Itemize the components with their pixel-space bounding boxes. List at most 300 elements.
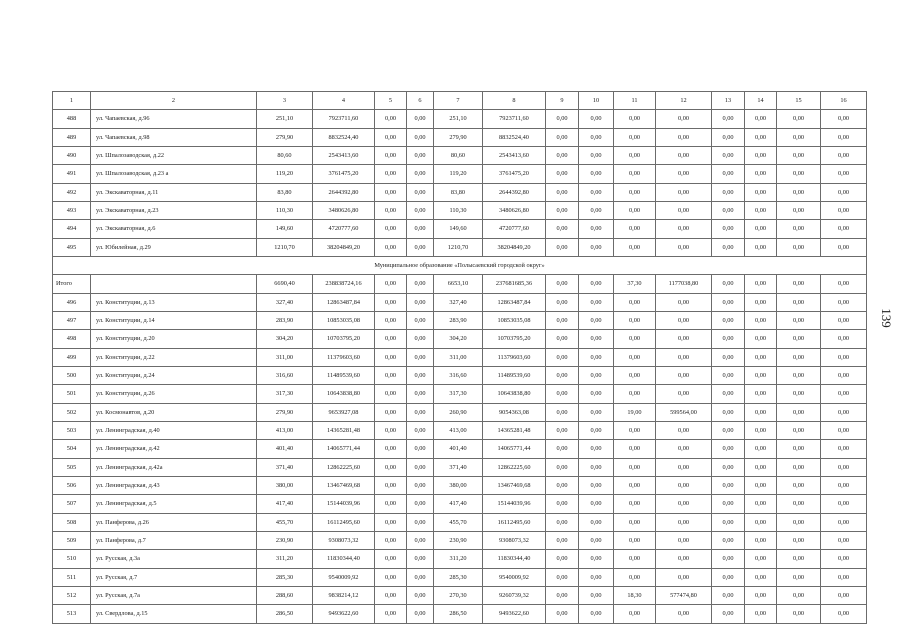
table-cell: 0,00 [821,513,867,531]
table-cell: 489 [53,128,91,146]
table-cell: 496 [53,293,91,311]
table-cell: 0,00 [407,495,434,513]
table-cell: 0,00 [614,146,656,164]
table-cell: 9 [546,92,579,110]
table-cell: 401,40 [257,440,313,458]
table-cell: 0,00 [777,421,821,439]
table-cell: 0,00 [777,311,821,329]
table-cell: 0,00 [777,605,821,623]
table-cell: 0,00 [712,293,745,311]
table-cell: 13467469,68 [483,476,546,494]
table-cell: 80,60 [434,146,483,164]
table-cell: 0,00 [745,385,777,403]
table-cell: 270,30 [434,586,483,604]
table-cell: 0,00 [712,476,745,494]
table-cell: 4720777,60 [313,220,375,238]
table-cell: 15144039,96 [483,495,546,513]
table-cell: 3761475,20 [483,165,546,183]
table-cell: 0,00 [821,440,867,458]
table-cell: 1210,70 [257,238,313,256]
table-cell: 12862225,60 [313,458,375,476]
table-cell: 0,00 [375,110,407,128]
table-cell: 0,00 [407,183,434,201]
table-cell: 1177038,80 [656,275,712,293]
table-cell: 413,00 [434,421,483,439]
table-cell: 0,00 [821,330,867,348]
table-cell: 0,00 [375,421,407,439]
table-cell: 6690,40 [257,275,313,293]
table-cell: 110,30 [434,201,483,219]
table-cell: 2644392,80 [483,183,546,201]
table-cell: 0,00 [407,403,434,421]
section-title: Муниципальное образование «Полысаевский городской округ» [53,256,867,274]
table-cell: 11379603,60 [483,348,546,366]
table-cell: 9540009,92 [313,568,375,586]
table-cell: 0,00 [579,550,614,568]
table-cell: 504 [53,440,91,458]
table-cell: 0,00 [579,403,614,421]
table-cell: 13 [712,92,745,110]
table-cell: 0,00 [407,238,434,256]
table-cell: 0,00 [656,385,712,403]
table-cell: 0,00 [546,311,579,329]
table-cell: 11830344,40 [313,550,375,568]
table-cell: 493 [53,201,91,219]
table-cell: 0,00 [407,366,434,384]
table-cell: 0,00 [712,513,745,531]
table-cell: 0,00 [821,238,867,256]
table-cell: 0,00 [821,110,867,128]
table-cell: 0,00 [579,293,614,311]
table-cell: 2543413,60 [483,146,546,164]
table-cell: 11489539,60 [483,366,546,384]
table-cell: 0,00 [375,458,407,476]
table-cell: 0,00 [579,586,614,604]
table-cell: 304,20 [257,330,313,348]
table-row [53,348,867,366]
table-cell: 0,00 [777,403,821,421]
table-cell: 10703795,20 [483,330,546,348]
table-cell: 0,00 [656,495,712,513]
table-cell: 1 [53,92,91,110]
table-row [53,476,867,494]
table-cell: 0,00 [745,513,777,531]
table-cell: 285,30 [257,568,313,586]
table-cell: 0,00 [777,128,821,146]
table-cell: 2543413,60 [313,146,375,164]
table-cell: 0,00 [712,128,745,146]
table-cell: 304,20 [434,330,483,348]
table-row [53,146,867,164]
table-cell: 0,00 [375,165,407,183]
table-cell: 12 [656,92,712,110]
table-cell: 0,00 [656,366,712,384]
table-cell: 0,00 [712,385,745,403]
table-cell: 0,00 [579,348,614,366]
table-cell: 0,00 [777,440,821,458]
table-cell: 0,00 [745,586,777,604]
table-cell: 0,00 [407,605,434,623]
table-cell: ул. Конституции, д.24 [91,366,257,384]
table-cell: 0,00 [745,183,777,201]
table-cell: ул. Конституции, д.20 [91,330,257,348]
table-cell: 488 [53,110,91,128]
table-cell: ул. Панферова, д.26 [91,513,257,531]
table-cell: 413,00 [257,421,313,439]
table-cell: ул. Русская, д.7а [91,586,257,604]
table-cell: 0,00 [614,238,656,256]
table-cell: 0,00 [407,311,434,329]
table-cell: 0,00 [546,458,579,476]
table-cell: 0,00 [579,220,614,238]
table-cell: 0,00 [821,421,867,439]
table-cell: 251,10 [434,110,483,128]
table-cell: 0,00 [614,128,656,146]
table-cell: 0,00 [546,495,579,513]
table-cell: 0,00 [407,220,434,238]
table-cell: ул. Русская, д.7 [91,568,257,586]
table-cell: 0,00 [546,403,579,421]
table-cell: 0,00 [375,330,407,348]
table-cell: 0,00 [614,421,656,439]
table-cell: 0,00 [579,275,614,293]
table-cell: 0,00 [745,568,777,586]
table-cell: 0,00 [375,550,407,568]
table-cell: ул. Конституции, д.14 [91,311,257,329]
table-cell: 0,00 [579,330,614,348]
table-cell: 506 [53,476,91,494]
table-cell: 0,00 [579,495,614,513]
table-cell: 0,00 [656,421,712,439]
table-cell: 5 [375,92,407,110]
table-cell: 494 [53,220,91,238]
table-cell: 0,00 [407,421,434,439]
table-cell: 237681685,36 [483,275,546,293]
table-cell: 9838214,12 [313,586,375,604]
table-cell: 0,00 [745,421,777,439]
table-row [53,128,867,146]
table-row [53,366,867,384]
table-cell: 0,00 [821,201,867,219]
table-cell: 0,00 [614,440,656,458]
table-cell: 0,00 [614,220,656,238]
table-cell: 0,00 [777,110,821,128]
table-cell: 14065771,44 [313,440,375,458]
table-cell: 317,30 [434,385,483,403]
table-cell: 0,00 [745,458,777,476]
table-cell: 0,00 [546,293,579,311]
table-cell: 0,00 [745,348,777,366]
table-cell: 0,00 [407,165,434,183]
table-cell: 511 [53,568,91,586]
header-row [53,92,867,110]
table-cell: 0,00 [777,385,821,403]
table-cell: 7923711,60 [483,110,546,128]
table-cell: 110,30 [257,201,313,219]
table-cell: 37,30 [614,275,656,293]
table-cell: 16 [821,92,867,110]
table-cell: 0,00 [614,293,656,311]
table-cell: 0,00 [614,605,656,623]
table-cell: 0,00 [745,128,777,146]
table-cell: 513 [53,605,91,623]
table-cell: 0,00 [821,311,867,329]
table-cell: 10853035,08 [313,311,375,329]
table-cell: 7923711,60 [313,110,375,128]
table-cell: 0,00 [745,550,777,568]
table-cell: 0,00 [579,110,614,128]
table-cell: 311,20 [434,550,483,568]
table-row [53,165,867,183]
table-cell: 0,00 [407,458,434,476]
table-cell: 371,40 [434,458,483,476]
table-cell: 0,00 [375,495,407,513]
table-cell: 0,00 [656,513,712,531]
table-cell: 0,00 [614,165,656,183]
table-cell: 9653927,08 [313,403,375,421]
table-cell: 0,00 [614,495,656,513]
table-cell: 497 [53,311,91,329]
table-cell: ул. Конституции, д.22 [91,348,257,366]
table-cell: 0,00 [656,183,712,201]
table-cell: 0,00 [656,201,712,219]
table-cell: 14365281,48 [313,421,375,439]
table-row [53,513,867,531]
table-cell: 0,00 [375,201,407,219]
table-cell: 0,00 [546,110,579,128]
table-cell: 0,00 [777,458,821,476]
table-cell: 0,00 [712,165,745,183]
table-cell: 0,00 [777,568,821,586]
table-cell: 0,00 [777,293,821,311]
table-cell: 0,00 [712,531,745,549]
table-cell: 316,60 [257,366,313,384]
table-cell: 0,00 [777,366,821,384]
table-cell: 11830344,40 [483,550,546,568]
table-cell: 80,60 [257,146,313,164]
table-cell: 0,00 [821,550,867,568]
table-cell: 149,60 [257,220,313,238]
table-cell: 0,00 [821,366,867,384]
table-cell: 0,00 [745,293,777,311]
table-cell: ул. Свердлова, д.15 [91,605,257,623]
table-cell: 0,00 [375,220,407,238]
table-cell: 311,00 [434,348,483,366]
table-cell: 0,00 [546,366,579,384]
table-cell: 2 [91,92,257,110]
table-cell: 230,90 [434,531,483,549]
table-cell: ул. Космонавтов, д.20 [91,403,257,421]
table-cell: 495 [53,238,91,256]
table-cell: ул. Экскаваторная, д.23 [91,201,257,219]
table-cell: 14365281,48 [483,421,546,439]
table-cell: 0,00 [546,146,579,164]
table-cell: 0,00 [712,238,745,256]
table-cell: 0,00 [712,275,745,293]
table-cell: 0,00 [712,201,745,219]
table-cell: 0,00 [821,220,867,238]
table-cell: 0,00 [777,495,821,513]
table-cell: 0,00 [656,458,712,476]
table-cell: 0,00 [821,586,867,604]
table-cell: 0,00 [712,110,745,128]
table-cell: 83,80 [257,183,313,201]
table-cell: 380,00 [257,476,313,494]
table-cell: 0,00 [821,128,867,146]
table-cell: 8832524,40 [313,128,375,146]
table-cell: 0,00 [546,421,579,439]
table-cell: 0,00 [546,476,579,494]
table-cell: 11 [614,92,656,110]
table-cell: 0,00 [614,201,656,219]
table-cell: ул. Экскаваторная, д.11 [91,183,257,201]
table-cell: 0,00 [579,476,614,494]
table-cell: 0,00 [614,531,656,549]
table-cell: 13467469,68 [313,476,375,494]
table-cell: 0,00 [546,385,579,403]
table-cell: 380,00 [434,476,483,494]
table-cell: 0,00 [407,531,434,549]
table-cell: 0,00 [821,403,867,421]
section-row [53,256,867,274]
table-cell: 0,00 [656,605,712,623]
table-cell: 0,00 [821,385,867,403]
table-cell: 0,00 [579,385,614,403]
table-cell: 491 [53,165,91,183]
table-cell: ул. Панферова, д.7 [91,531,257,549]
table-cell: 19,00 [614,403,656,421]
table-cell: 0,00 [407,513,434,531]
table-cell: 0,00 [375,605,407,623]
table-cell: 149,60 [434,220,483,238]
table-cell: 12863487,84 [483,293,546,311]
table-cell: 316,60 [434,366,483,384]
table-cell: Итого [53,275,91,293]
table-cell: 0,00 [777,330,821,348]
table-cell: 510 [53,550,91,568]
table-cell: 9308073,32 [313,531,375,549]
table-cell: 0,00 [546,586,579,604]
table-cell: 0,00 [821,275,867,293]
table-cell: 0,00 [546,513,579,531]
table-cell: 10853035,08 [483,311,546,329]
table-cell: 8 [483,92,546,110]
table-cell: 0,00 [712,495,745,513]
table-cell: 260,90 [434,403,483,421]
table-cell: 505 [53,458,91,476]
table-cell: 0,00 [375,146,407,164]
table-cell: 0,00 [546,568,579,586]
table-cell: 0,00 [656,165,712,183]
table-row [53,110,867,128]
table-cell: 0,00 [375,586,407,604]
table-cell: 10643838,80 [313,385,375,403]
table-cell: 0,00 [407,110,434,128]
table-cell: 0,00 [546,348,579,366]
table-cell: 0,00 [777,201,821,219]
table-cell: 577474,80 [656,586,712,604]
table-cell: 119,20 [434,165,483,183]
table-cell: ул. Ленинградская, д.5 [91,495,257,513]
table-cell: 0,00 [656,238,712,256]
table-cell: 10643838,80 [483,385,546,403]
table-row [53,421,867,439]
table-cell: 18,30 [614,586,656,604]
table-cell: 0,00 [407,568,434,586]
table-cell: 371,40 [257,458,313,476]
table-cell: 0,00 [579,605,614,623]
table-cell: 0,00 [375,403,407,421]
table-cell: 0,00 [777,531,821,549]
table-cell: 279,90 [257,403,313,421]
table-cell: 0,00 [712,605,745,623]
table-cell: 0,00 [614,476,656,494]
table-cell: 0,00 [712,348,745,366]
table-cell: 0,00 [546,550,579,568]
table-cell: 0,00 [407,330,434,348]
table-row [53,220,867,238]
table-cell: 0,00 [407,348,434,366]
table-cell: 0,00 [777,220,821,238]
table-cell: 0,00 [712,146,745,164]
table-cell: 498 [53,330,91,348]
table-cell: 0,00 [712,403,745,421]
table-cell: 492 [53,183,91,201]
table-cell: 3480626,80 [313,201,375,219]
table-cell: 0,00 [407,128,434,146]
table-cell: 0,00 [777,238,821,256]
table-cell: 6653,10 [434,275,483,293]
table-cell: 490 [53,146,91,164]
table-cell: 0,00 [745,531,777,549]
table-cell: 508 [53,513,91,531]
table-cell: ул. Русская, д.3а [91,550,257,568]
table-cell: 0,00 [712,586,745,604]
table-cell: 0,00 [614,550,656,568]
total-row [53,275,867,293]
table-cell: 455,70 [434,513,483,531]
table-cell: 288,60 [257,586,313,604]
table-cell: 0,00 [777,275,821,293]
table-cell: ул. Чапаевская, д.98 [91,128,257,146]
table-cell: 12863487,84 [313,293,375,311]
table-cell: 251,10 [257,110,313,128]
table-cell: 14 [745,92,777,110]
table-cell: 0,00 [745,201,777,219]
table-body [53,92,867,624]
table-cell: 0,00 [745,238,777,256]
table-cell: 9054363,08 [483,403,546,421]
table-row [53,550,867,568]
table-cell: 0,00 [777,146,821,164]
table-cell: 0,00 [656,476,712,494]
table-cell: ул. Ленинградская, д.42 [91,440,257,458]
table-cell: 509 [53,531,91,549]
table-cell: 0,00 [656,146,712,164]
table-cell: 3480626,80 [483,201,546,219]
table-cell: 286,50 [434,605,483,623]
table-cell: 0,00 [579,146,614,164]
table-cell: 317,30 [257,385,313,403]
table-cell: 311,20 [257,550,313,568]
table-cell: ул. Чапаевская, д.96 [91,110,257,128]
table-cell: 0,00 [407,440,434,458]
table-cell: 0,00 [745,330,777,348]
table-cell: ул. Ленинградская, д.43 [91,476,257,494]
table-cell: 0,00 [614,385,656,403]
table-cell: 0,00 [546,238,579,256]
table-row [53,311,867,329]
